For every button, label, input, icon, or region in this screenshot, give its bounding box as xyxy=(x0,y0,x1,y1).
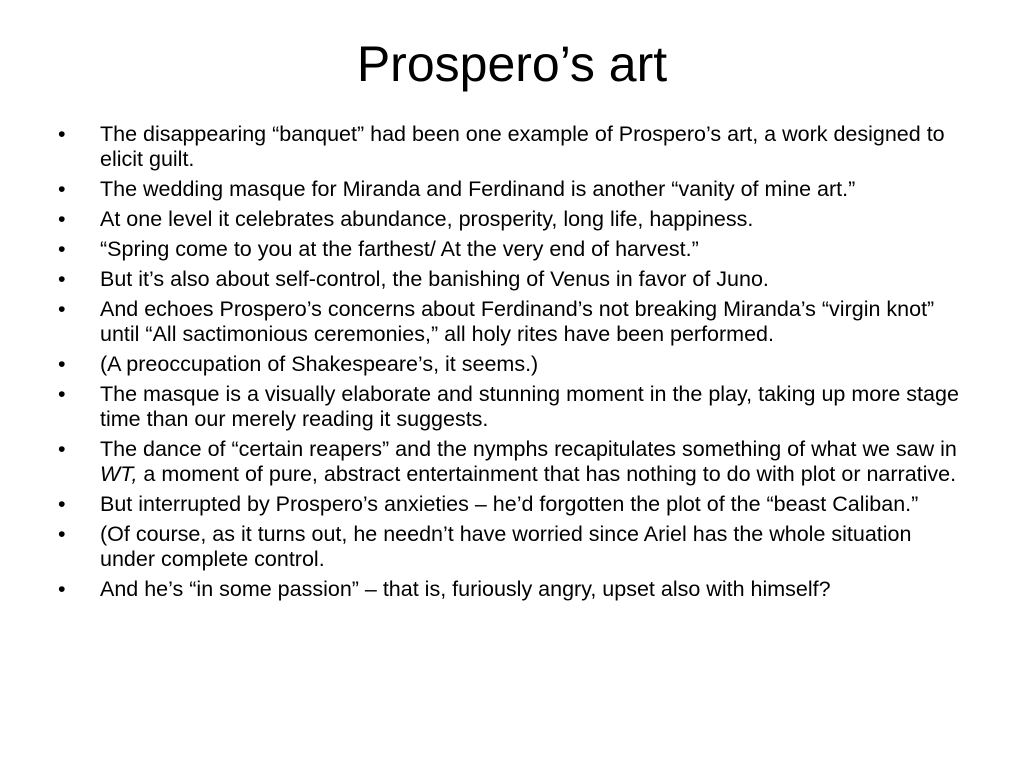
bullet-icon: • xyxy=(58,522,66,546)
bullet-icon: • xyxy=(58,207,66,231)
bullet-item-11 xyxy=(58,522,968,572)
bullet-icon: • xyxy=(58,177,66,201)
bullet-text: But it’s also about self-control, the banishing of Venus in favor of Juno. xyxy=(100,267,769,291)
bullet-item-1 xyxy=(58,122,968,172)
bullet-icon: • xyxy=(58,382,66,406)
bullet-item-9 xyxy=(58,437,968,487)
bullet-text: And echoes Prospero’s concerns about Ferdinand’s not breaking Miranda’s “virgin knot” until “All sactimonious ceremonies,” all holy rites have been performed. xyxy=(100,297,935,346)
slide-title: Prospero’s art xyxy=(356,36,668,92)
bullet-item-4 xyxy=(58,237,968,262)
bullet-icon: • xyxy=(58,267,66,291)
bullet-text: The wedding masque for Miranda and Ferdinand is another “vanity of mine art.” xyxy=(100,177,856,201)
bullet-icon: • xyxy=(58,492,66,516)
bullet-text-post: a moment of pure, abstract entertainment that has nothing to do with plot or narrative. xyxy=(137,462,957,486)
bullet-icon: • xyxy=(58,437,66,461)
bullet-text-italic: WT, xyxy=(100,462,138,486)
bullet-text: The masque is a visually elaborate and stunning moment in the play, taking up more stage time than our merely reading it suggests. xyxy=(100,382,959,431)
bullet-text: But interrupted by Prospero’s anxieties – he’d forgotten the plot of the “beast Caliban.” xyxy=(100,492,919,516)
bullet-text: “Spring come to you at the farthest/ At the very end of harvest.” xyxy=(100,237,699,261)
bullet-item-5 xyxy=(58,267,968,292)
bullet-item-7 xyxy=(58,352,968,377)
bullet-item-3 xyxy=(58,207,968,232)
bullet-item-8 xyxy=(58,382,968,432)
bullet-icon: • xyxy=(58,352,66,376)
bullet-text: (A preoccupation of Shakespeare’s, it seems.) xyxy=(100,352,539,376)
bullet-text: And he’s “in some passion” – that is, furiously angry, upset also with himself? xyxy=(100,577,831,601)
bullet-list xyxy=(58,122,968,607)
bullet-item-10 xyxy=(58,492,968,517)
bullet-item-2 xyxy=(58,177,968,202)
bullet-text-pre: The dance of “certain reapers” and the nymphs recapitulates something of what we saw in xyxy=(100,437,957,461)
bullet-icon: • xyxy=(58,237,66,261)
bullet-text: At one level it celebrates abundance, prosperity, long life, happiness. xyxy=(100,207,754,231)
bullet-item-12 xyxy=(58,577,968,602)
bullet-text: (Of course, as it turns out, he needn’t have worried since Ariel has the whole situation under complete control. xyxy=(100,522,912,571)
bullet-icon: • xyxy=(58,577,66,601)
bullet-item-6 xyxy=(58,297,968,347)
bullet-icon: • xyxy=(58,297,66,321)
bullet-icon: • xyxy=(58,122,66,146)
bullet-text: The disappearing “banquet” had been one example of Prospero’s art, a work designed to elicit guilt. xyxy=(100,122,945,171)
bullet-text xyxy=(100,437,957,486)
